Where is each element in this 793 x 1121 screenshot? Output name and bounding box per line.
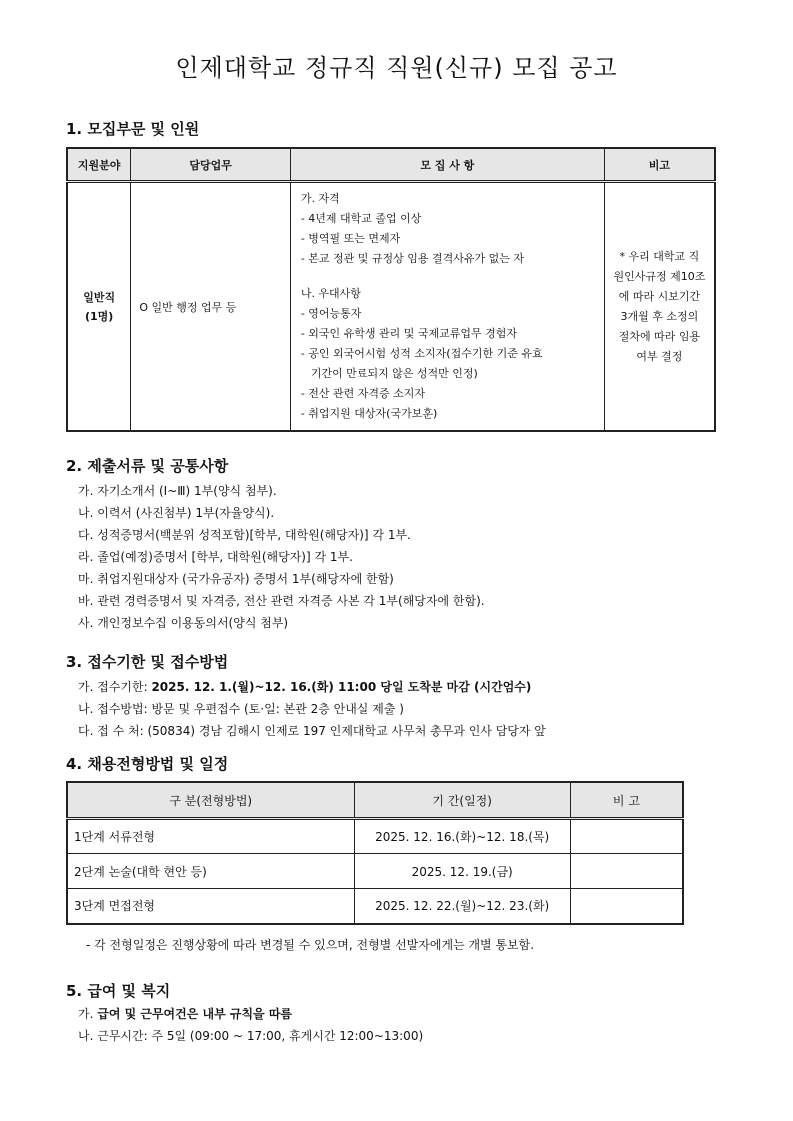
note-line: 3개월 후 소정의	[620, 309, 699, 323]
document-item: 사. 개인정보수집 이용동의서(양식 첨부)	[78, 616, 289, 630]
header-note: 비고	[604, 148, 715, 182]
note-cell	[604, 182, 715, 432]
page-title: 인제대학교 정규직 직원(신규) 모집 공고	[175, 54, 618, 82]
period-cell: 2025. 12. 22.(월)~12. 23.(화)	[354, 889, 570, 924]
section-1-heading: 1. 모집부문 및 인원	[66, 120, 200, 138]
requirements-cell	[290, 182, 604, 432]
period-cell: 2025. 12. 19.(금)	[354, 854, 570, 889]
salary-text: 급여 및 근무여건은 내부 규칙을 따름	[97, 1007, 293, 1021]
note-line: 절차에 따라 임용	[618, 329, 701, 343]
qualification-title: 가. 자격	[300, 192, 340, 205]
remarks-cell	[570, 819, 683, 854]
qualification-item: - 4년제 대학교 졸업 이상	[300, 212, 422, 225]
preference-item: - 전산 관련 자격증 소지자	[300, 387, 426, 400]
remarks-cell	[570, 889, 683, 924]
document-item: 나. 이력서 (사진첨부) 1부(자율양식).	[78, 506, 275, 520]
header-stage: 구 분(전형방법)	[67, 782, 354, 819]
deadline-label: 가. 접수기한:	[78, 680, 152, 694]
category-cell	[67, 182, 131, 432]
address-line: 다. 접 수 처: (50834) 경남 김해시 인제로 197 인제대학교 사무처 총무과 인사 담당자 앞	[78, 724, 546, 738]
salary-prefix: 가.	[78, 1007, 98, 1021]
header-remarks: 비 고	[570, 782, 683, 819]
preference-item: 기간이 만료되지 않은 성적만 인정)	[310, 367, 478, 380]
table-row	[67, 889, 683, 924]
stage-cell: 3단계 면접전형	[67, 889, 354, 924]
header-requirements: 모 집 사 항	[290, 148, 604, 182]
note-line: * 우리 대학교 직	[619, 249, 700, 263]
schedule-footnote: - 각 전형일정은 진행상황에 따라 변경될 수 있으며, 전형별 선발자에게는 개별 통보함.	[86, 938, 535, 952]
document-item: 가. 자기소개서 (Ⅰ~Ⅲ) 1부(양식 첨부).	[78, 484, 277, 498]
preference-title: 나. 우대사항	[300, 287, 361, 300]
recruitment-table	[66, 147, 716, 432]
period-cell: 2025. 12. 16.(화)~12. 18.(목)	[354, 819, 570, 854]
stage-cell: 2단계 논술(대학 현안 등)	[67, 854, 354, 889]
table-header-row	[67, 148, 715, 182]
section-4-heading: 4. 채용전형방법 및 일정	[66, 755, 229, 773]
stage-cell: 1단계 서류전형	[67, 819, 354, 854]
note-line: 여부 결정	[636, 349, 683, 363]
salary-line	[78, 1005, 292, 1022]
work-hours-line: 나. 근무시간: 주 5일 (09:00 ~ 17:00, 휴게시간 12:00~13:00)	[78, 1029, 424, 1043]
header-period: 기 간(일정)	[354, 782, 570, 819]
qualification-item: - 병역필 또는 면제자	[300, 232, 401, 245]
table-row	[67, 854, 683, 889]
qualification-item: - 본교 정관 및 규정상 임용 결격사유가 없는 자	[300, 252, 525, 265]
note-line: 에 따라 시보기간	[618, 289, 701, 303]
category-count: (1명)	[84, 309, 114, 323]
method-line: 나. 접수방법: 방문 및 우편접수 (토·일: 본관 2층 안내실 제출 )	[78, 702, 404, 716]
document-item: 바. 관련 경력증명서 및 자격증, 전산 관련 자격증 사본 각 1부(해당자에 한함).	[78, 594, 485, 608]
note-line: 원인사규정 제10조	[613, 269, 706, 283]
schedule-table	[66, 781, 684, 925]
deadline-value: 2025. 12. 1.(월)~12. 16.(화) 11:00 당일 도착분 마감 (시간엄수)	[151, 680, 532, 694]
section-2-heading: 2. 제출서류 및 공통사항	[66, 457, 229, 475]
preference-item: - 공인 외국어시험 성적 소지자(접수기한 기준 유효	[300, 347, 543, 360]
preference-item: - 취업지원 대상자(국가보훈)	[300, 407, 438, 420]
section-5-heading: 5. 급여 및 복지	[66, 982, 171, 1000]
document-item: 마. 취업지원대상자 (국가유공자) 증명서 1부(해당자에 한함)	[78, 572, 394, 586]
category-name: 일반직	[83, 290, 116, 304]
table-row	[67, 819, 683, 854]
header-field: 지원분야	[67, 148, 131, 182]
deadline-line	[78, 678, 531, 695]
table-row	[67, 182, 715, 432]
header-duty: 담당업무	[131, 148, 290, 182]
duty-cell: O 일반 행정 업무 등	[131, 182, 290, 432]
document-item: 라. 졸업(예정)증명서 [학부, 대학원(해당자)] 각 1부.	[78, 550, 353, 564]
schedule-header-row	[67, 782, 683, 819]
document-item: 다. 성적증명서(백분위 성적포함)[학부, 대학원(해당자)] 각 1부.	[78, 528, 411, 542]
preference-item: - 영어능통자	[300, 307, 362, 320]
section-3-heading: 3. 접수기한 및 접수방법	[66, 653, 229, 671]
remarks-cell	[570, 854, 683, 889]
preference-item: - 외국인 유학생 관리 및 국제교류업무 경험자	[300, 327, 518, 340]
